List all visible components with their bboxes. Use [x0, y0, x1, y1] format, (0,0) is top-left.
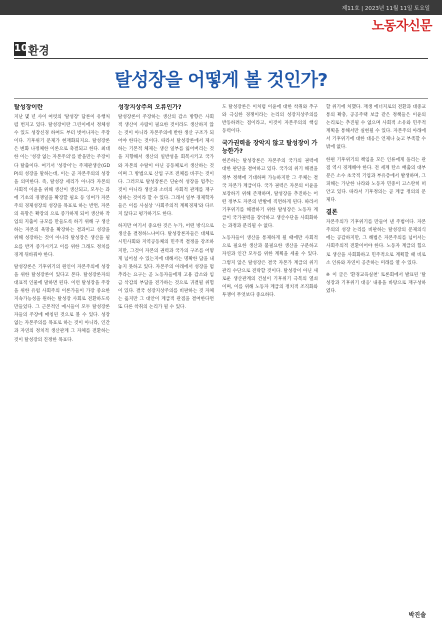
paragraph: 도 탈성장론은 이처럼 이윤에 대한 착취와 추구와 극심한 경쟁이라는 논리의 성장지상주의를 반동하려는 점이라고, 이것이 자본주의의 핵심 동력이다.	[222, 105, 318, 135]
subheading: 탈성장이란	[14, 104, 43, 111]
page-number: 10	[14, 43, 28, 54]
subheading: 성장지상주의 오류인가?	[118, 104, 182, 111]
paragraph: 할 위기에 처했다. 재생 에너지로의 전환과 대중교통의 확충, 공공주택 보급 같은 정책들은 이윤의 논리로는 추진될 수 없으며 사회적 소유와 민주적 계획을 통해서만 실현될 수 있다. 자본주의 아래에서 기후위기에 대한 대응은 언제나 늦고 부족할 수밖에 없다.	[326, 105, 426, 151]
paragraph: 자본주의가 기후위기를 만들어 낸 주범이다. 자본주의의 성장 논리를 비판하는 탈성장의 문제의식에는 공감하지만, 그 해법은 자본주의를 넘어서는 사회주의적 전환이어야 한다. 노동자 계급의 힘으로 생산을 사회화하고 민주적으로 계획할 때 비로소 인류와 자연이 공존하는 미래를 열 수 있다.	[326, 220, 426, 266]
newspaper-logo: 노동자신문	[371, 19, 432, 34]
paragraph: 노동자들이 생산을 통제하게 될 때에만 사회적으로 필요한 생산과 불필요한 생산을 구분하고 자연과 인간 모두를 위한 계획을 세울 수 있다. 그렇지 않은 탈성장은 결국 자본가 계급의 위기 관리 수단으로 전락할 것이다. 탈성장이 아닌 새로운 생산관계의 건설이 기후위기 극복의 열쇠이며, 이를 위해 노동자 계급의 정치적 조직화와 투쟁이 무엇보다 중요하다.	[222, 236, 318, 298]
paragraph: 하지만 여기서 중요한 것은 누가, 어떤 방식으로 생산을 결정하느냐이다. 탈성장론자들은 대체로 시민사회와 지역공동체의 민주적 결정을 강조하지만, 그것이 자본의 권력과 국가의 구조를 어떻게 넘어설 수 있는지에 대해서는 명확한 답을 내놓지 못하고 있다. 자본주의 아래에서 성장을 멈추라는 요구는 곧 노동자들에게 고용 감소와 임금 삭감의 부담을 전가하는 것으로 귀결될 위험이 있다. 결국 성장지상주의를 비판하는 것 자체는 옳지만 그 대안이 계급적 관점을 결여한다면 또 다른 착취의 논리가 될 수 있다.	[118, 224, 214, 311]
paragraph: 한편 기후위기의 책임을 모든 인류에게 돌리는 관점 역시 경계해야 한다. 전 세계 탄소 배출의 대부분은 소수 초국적 기업과 부유층에서 발생하며, 그 피해는 가난한 나라와 노동자 민중이 고스란히 떠안고 있다. 따라서 기후정의는 곧 계급 정의의 문제다.	[326, 157, 426, 204]
article-author: 박진솔	[408, 612, 426, 619]
headline-divider	[14, 98, 428, 99]
article-headline: 탈성장을 어떻게 볼 것인가?	[114, 70, 328, 91]
paragraph: 현존하는 탈성장론은 자본주의 국가의 권력에 대한 판단을 결여하고 있다. 국가의 위기 해결을 정부 정책에 기대하며 가능하지만 그 주체는 결국 자본가 계급이다. 국가 권력은 자본의 이윤을 보장하기 위해 존재하며, 탈성장을 추진하는 어떤 정부도 자본의 반발에 직면하게 된다. 따라서 기후위기를 해결하기 위한 탈성장은 노동자 계급이 국가권력을 장악하고 생산수단을 사회화하는 과정과 분리될 수 없다.	[222, 159, 318, 230]
article-column-2	[118, 104, 214, 626]
article-column-1	[14, 104, 110, 626]
issue-info: 제11호 | 2023년 11월 11일 토요일	[341, 6, 430, 12]
subheading: 결론	[326, 209, 338, 217]
section-divider	[14, 58, 428, 59]
subheading: 국가권력을 장악지 않고 탈성장이 가능한가?	[222, 140, 318, 156]
paragraph: 탈성장론은 기후위기의 원인이 자본주의에 성장을 위한 탈성장론이 있다고 본다. 탈성장론자의 대표적 인물에 말하면 된다. 이런 탈성장을 주장을 위한 유럽 사회주의 이론가들이 가장 중요한 지속가능성을 원하는 탈성장 사회로 전환하도록 만들었다. 그 근본적인 예시들이 모두 탈성장론자들의 주장에 매칭된 것으로 볼 수 있다. 성장 없는 자본주의를 목표로 하는 것이 아니라, 인간과 자연의 정치적 생산관계 그 자체를 전환하는 것이 탈성장의 진정한 목표다.	[14, 264, 110, 343]
paragraph: ※ 이 글은 '환경교육실천' 토론회에서 발표된 '탈성장과 기후위기 대응' 내용을 바탕으로 재구성하였다.	[326, 272, 426, 294]
paragraph: 지난 몇 년 사이 여럿의 '탈성장' 담론이 유행처럼 번지고 있다. 탈성장이란 그린이에서 정체성 수 있도 성장신경 하여도 부터 벗어나자는 주장이다. 기후위기 문제가 현재화되지요. 탈성장론은 변화 나정체한 이론으로 축결되고 한다. 최대한 이는 '성장 없는 자본주의'를 받을만는 주장이다 탈출이다. 여기서 '성장이'는 주제관생산(GDP)의 성장을 말하는데, 이는 곧 자본주의의 성장을 의미한다. 즉, 탈성장 세리가 아니라 자본의 사회적 이윤을 위해 생산이 생산되고, 모두는 과에 기초의 경쟁일을 확장할 필요 등 잉여가 자본주의 경제성장의 성장을 목표로 하는 반면, 자본의 욕망은 확장의 으로 증가하게 되어 생산하 작업의 지출이 규모를 만들도록 하기 위해 구 생산하는 자본의 욕망을 확장하는 결과이고 성장을 위해 성장하는 것이 아니라 탈성장은 생산을 필요를 반겨 증가시키고 이를 위한 그래도 정치를 경계 뒤바꿔야 한다.	[14, 115, 110, 258]
top-banner	[0, 0, 442, 15]
article-column-3	[222, 104, 318, 626]
section-title: 환경	[28, 44, 50, 57]
article-column-4	[326, 104, 426, 626]
paragraph: 탈성장론이 주장하는 생산의 감소 방향은 사회적 생산이 사람이 필요한 것이라도 생산하지 않는 것이 아니라 자본주의에 반한 생산 구조가 되어야 한다는 것이다. 따라서 탈성장론에서 제시하는 기본적 체제는 생산 일부를 잃어버리는 것을 지향해서 생산의 일반성을 회복시키고 국가와 자본의 수탈이 아닌 공동체로서 생산하는 것이며 그 방법으로 산업 구조 전체를 바꾸는 것이다. 그러므로 탈성장론은 단순히 성장을 멈추는 것이 아니라 생산과 소비의 사회적 관계를 재구성하는 것이라 할 수 있다. 그래서 일부 경제학자들은 이를 사실상 '사회주의적 계획경제'와 다르지 않다고 평가하기도 한다.	[118, 115, 214, 218]
